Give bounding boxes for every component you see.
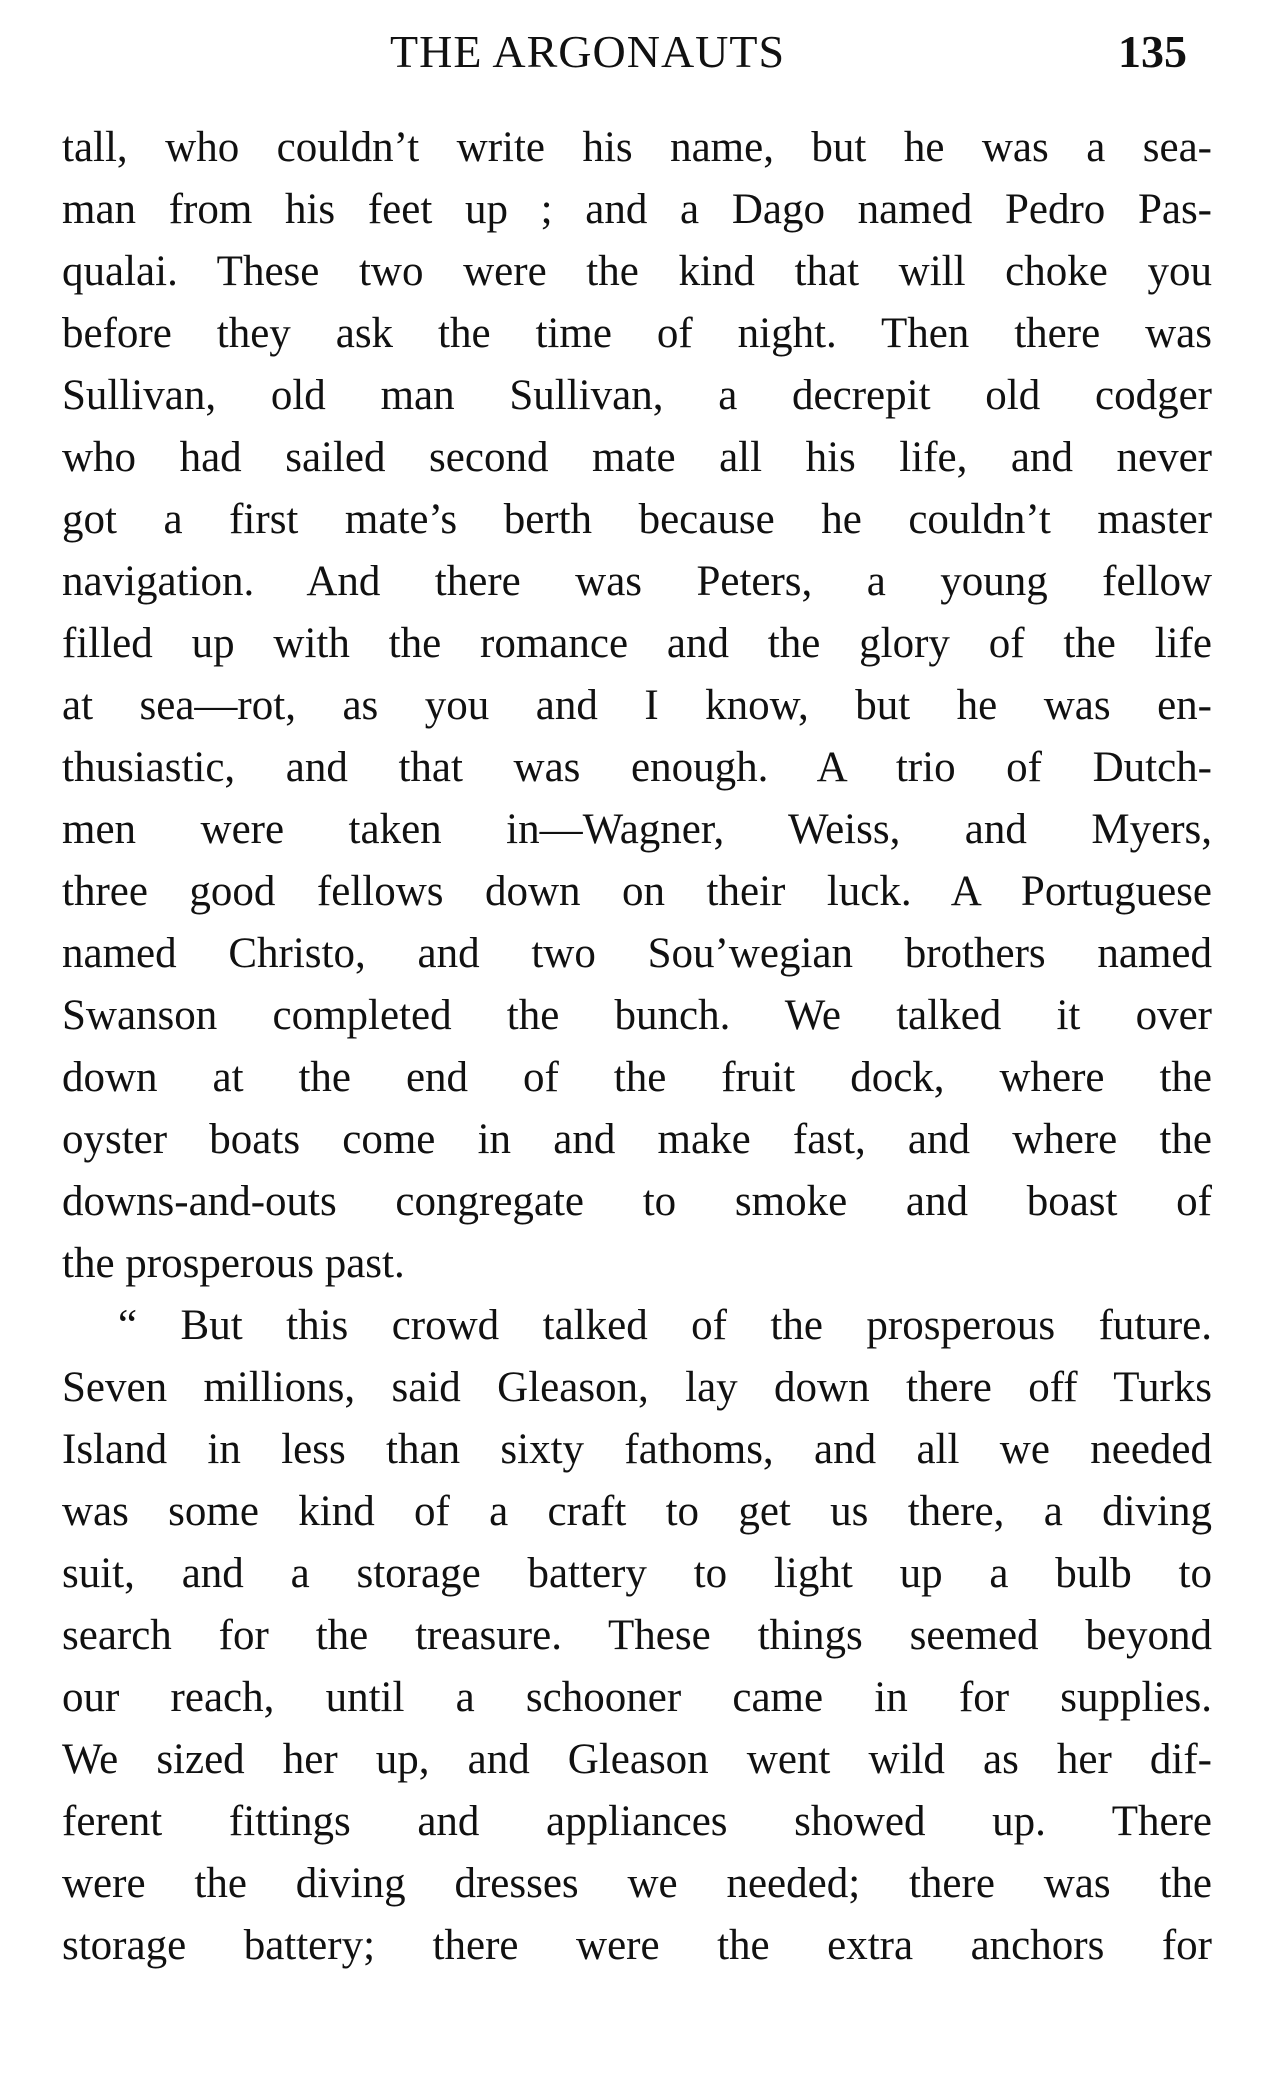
text-line: before they ask the time of night. Then there was (62, 310, 1212, 357)
text-line: search for the treasure. These things seemed beyond (62, 1612, 1212, 1659)
text-line: who had sailed second mate all his life, and never (62, 434, 1212, 481)
text-line: man from his feet up ; and a Dago named Pedro Pas- (62, 186, 1212, 233)
text-line: Seven millions, said Gleason, lay down there off Turks (62, 1364, 1212, 1411)
text-line: filled up with the romance and the glory of the life (62, 620, 1212, 667)
text-line: thusiastic, and that was enough. A trio of Dutch- (62, 744, 1212, 791)
text-line: oyster boats come in and make fast, and where the (62, 1116, 1212, 1163)
text-line: tall, who couldn’t write his name, but he was a sea- (62, 124, 1212, 171)
paragraph-1 (62, 117, 1212, 1295)
body-text (62, 117, 1212, 1977)
text-line: suit, and a storage battery to light up a bulb to (62, 1550, 1212, 1597)
text-line: down at the end of the fruit dock, where the (62, 1054, 1212, 1101)
text-line: Swanson completed the bunch. We talked it over (62, 992, 1212, 1039)
page-number: 135 (1118, 26, 1187, 77)
text-line: Sullivan, old man Sullivan, a decrepit old codger (62, 372, 1212, 419)
text-line: ferent fittings and appliances showed up. There (62, 1798, 1212, 1845)
paragraph-2 (62, 1295, 1212, 1977)
text-line: got a first mate’s berth because he couldn’t master (62, 496, 1212, 543)
text-line: storage battery; there were the extra anchors for (62, 1922, 1212, 1969)
text-line: at sea—rot, as you and I know, but he was en- (62, 682, 1212, 729)
text-line: the prosperous past. (62, 1240, 405, 1287)
running-title: THE ARGONAUTS (390, 26, 786, 77)
running-head (0, 22, 1272, 82)
text-line: Island in less than sixty fathoms, and all we needed (62, 1426, 1212, 1473)
text-line: three good fellows down on their luck. A Portuguese (62, 868, 1212, 915)
text-line: We sized her up, and Gleason went wild as her dif- (62, 1736, 1212, 1783)
text-line: named Christo, and two Sou’wegian brothers named (62, 930, 1212, 977)
text-line: qualai. These two were the kind that will choke you (62, 248, 1212, 295)
text-line: downs-and-outs congregate to smoke and boast of (62, 1178, 1212, 1225)
text-line: our reach, until a schooner came in for supplies. (62, 1674, 1212, 1721)
text-line: was some kind of a craft to get us there, a diving (62, 1488, 1212, 1535)
text-line: “ But this crowd talked of the prosperous future. (118, 1302, 1212, 1349)
text-line: navigation. And there was Peters, a young fellow (62, 558, 1212, 605)
text-line: men were taken in—Wagner, Weiss, and Myers, (62, 806, 1212, 853)
text-line: were the diving dresses we needed; there was the (62, 1860, 1212, 1907)
